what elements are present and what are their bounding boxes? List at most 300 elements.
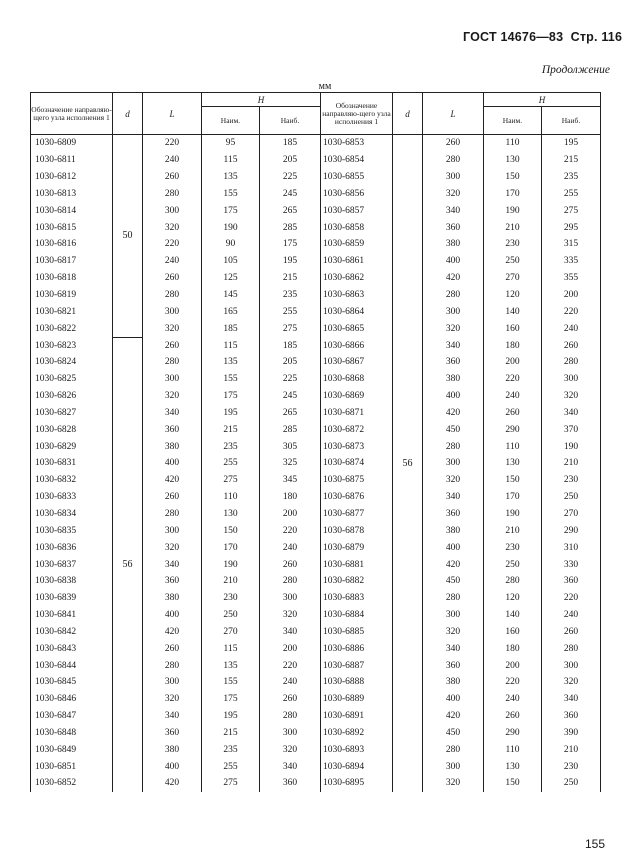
l-cell: 320 (143, 320, 202, 337)
h-min-cell: 120 (484, 287, 542, 304)
h-max-cell: 265 (260, 202, 321, 219)
l-cell: 220 (143, 135, 202, 152)
h-max-cell: 315 (542, 236, 601, 253)
h-min-cell: 90 (202, 236, 260, 253)
h-max-cell: 255 (260, 303, 321, 320)
h-min-cell: 115 (202, 337, 260, 354)
h-max-cell: 320 (260, 607, 321, 624)
l-cell: 280 (423, 152, 484, 169)
h-max-cell: 340 (542, 405, 601, 422)
designation-cell: 1030-6875 (321, 472, 393, 489)
h-min-cell: 235 (202, 438, 260, 455)
designation-cell: 1030-6874 (321, 455, 393, 472)
l-cell: 320 (143, 539, 202, 556)
col-h-header: H (202, 93, 321, 107)
h-min-cell: 110 (484, 135, 542, 152)
l-cell: 280 (143, 506, 202, 523)
l-cell: 280 (143, 287, 202, 304)
h-min-cell: 130 (484, 758, 542, 775)
h-min-cell: 175 (202, 388, 260, 405)
h-max-cell: 220 (542, 303, 601, 320)
designation-cell: 1030-6885 (321, 623, 393, 640)
l-cell: 320 (423, 186, 484, 203)
h-max-cell: 300 (260, 590, 321, 607)
designation-cell: 1030-6861 (321, 253, 393, 270)
h-max-cell: 250 (542, 489, 601, 506)
table-row (31, 337, 601, 354)
h-max-cell: 290 (542, 522, 601, 539)
h-max-cell: 330 (542, 556, 601, 573)
h-min-cell: 150 (484, 775, 542, 792)
table-row (31, 135, 601, 152)
designation-cell: 1030-6818 (31, 270, 113, 287)
designation-cell: 1030-6827 (31, 405, 113, 422)
l-cell: 360 (423, 657, 484, 674)
designation-cell: 1030-6852 (31, 775, 113, 792)
l-cell: 340 (423, 337, 484, 354)
designation-cell: 1030-6824 (31, 354, 113, 371)
h-min-cell: 110 (202, 489, 260, 506)
h-min-cell: 110 (484, 741, 542, 758)
designation-cell: 1030-6851 (31, 758, 113, 775)
l-cell: 400 (423, 253, 484, 270)
h-max-cell: 220 (260, 657, 321, 674)
h-max-cell: 300 (542, 371, 601, 388)
h-max-cell: 275 (260, 320, 321, 337)
col-designation-header-2: Обозначение направляю-щего узла исполнения 1 (321, 93, 393, 135)
l-cell: 420 (143, 775, 202, 792)
h-min-cell: 210 (484, 522, 542, 539)
h-max-cell: 200 (260, 506, 321, 523)
h-max-cell: 220 (260, 522, 321, 539)
designation-cell: 1030-6892 (321, 725, 393, 742)
h-min-cell: 290 (484, 725, 542, 742)
designation-cell: 1030-6847 (31, 708, 113, 725)
h-max-cell: 210 (542, 455, 601, 472)
h-max-cell: 320 (542, 388, 601, 405)
l-cell: 360 (143, 725, 202, 742)
designation-cell: 1030-6891 (321, 708, 393, 725)
l-cell: 420 (423, 708, 484, 725)
h-min-cell: 235 (202, 741, 260, 758)
h-min-cell: 130 (484, 152, 542, 169)
designation-cell: 1030-6826 (31, 388, 113, 405)
l-cell: 340 (423, 202, 484, 219)
col-l-header: L (143, 93, 202, 135)
h-min-cell: 130 (484, 455, 542, 472)
h-min-cell: 255 (202, 758, 260, 775)
h-min-cell: 115 (202, 152, 260, 169)
l-cell: 420 (143, 472, 202, 489)
h-max-cell: 340 (260, 758, 321, 775)
h-max-cell: 360 (260, 775, 321, 792)
h-max-cell: 280 (260, 573, 321, 590)
l-cell: 380 (423, 522, 484, 539)
designation-cell: 1030-6877 (321, 506, 393, 523)
designation-cell: 1030-6893 (321, 741, 393, 758)
h-min-cell: 140 (484, 607, 542, 624)
h-min-cell: 130 (202, 506, 260, 523)
l-cell: 340 (423, 640, 484, 657)
h-min-cell: 280 (484, 573, 542, 590)
h-max-cell: 195 (260, 253, 321, 270)
l-cell: 300 (423, 455, 484, 472)
h-min-cell: 255 (202, 455, 260, 472)
h-min-cell: 250 (484, 253, 542, 270)
h-max-cell: 205 (260, 152, 321, 169)
designation-cell: 1030-6821 (31, 303, 113, 320)
designation-cell: 1030-6866 (321, 337, 393, 354)
designation-cell: 1030-6884 (321, 607, 393, 624)
h-min-cell: 140 (484, 303, 542, 320)
h-min-cell: 115 (202, 640, 260, 657)
h-max-cell: 185 (260, 337, 321, 354)
h-max-cell: 370 (542, 421, 601, 438)
h-min-cell: 210 (202, 573, 260, 590)
h-min-cell: 135 (202, 169, 260, 186)
designation-cell: 1030-6811 (31, 152, 113, 169)
h-max-cell: 345 (260, 472, 321, 489)
h-max-cell: 190 (542, 438, 601, 455)
designation-cell: 1030-6895 (321, 775, 393, 792)
designation-cell: 1030-6857 (321, 202, 393, 219)
h-min-cell: 190 (202, 556, 260, 573)
l-cell: 240 (143, 152, 202, 169)
l-cell: 450 (423, 725, 484, 742)
designation-cell: 1030-6809 (31, 135, 113, 152)
designation-cell: 1030-6813 (31, 186, 113, 203)
designation-cell: 1030-6883 (321, 590, 393, 607)
col-hmax-header-2: Наиб. (542, 107, 601, 135)
designation-cell: 1030-6879 (321, 539, 393, 556)
h-min-cell: 170 (202, 539, 260, 556)
h-max-cell: 300 (260, 725, 321, 742)
h-max-cell: 320 (542, 674, 601, 691)
designation-cell: 1030-6843 (31, 640, 113, 657)
designation-cell: 1030-6829 (31, 438, 113, 455)
designation-cell: 1030-6853 (321, 135, 393, 152)
designation-cell: 1030-6871 (321, 405, 393, 422)
dimensions-table (30, 92, 601, 792)
l-cell: 360 (423, 506, 484, 523)
l-cell: 420 (423, 405, 484, 422)
h-min-cell: 270 (484, 270, 542, 287)
h-max-cell: 265 (260, 405, 321, 422)
standard-number: ГОСТ 14676—83 (463, 30, 564, 44)
h-min-cell: 215 (202, 421, 260, 438)
l-cell: 240 (143, 253, 202, 270)
designation-cell: 1030-6862 (321, 270, 393, 287)
col-d-header-2: d (393, 93, 423, 135)
h-min-cell: 160 (484, 320, 542, 337)
l-cell: 380 (423, 371, 484, 388)
h-min-cell: 250 (484, 556, 542, 573)
designation-cell: 1030-6839 (31, 590, 113, 607)
h-max-cell: 270 (542, 506, 601, 523)
l-cell: 400 (143, 455, 202, 472)
l-cell: 380 (423, 674, 484, 691)
h-max-cell: 240 (542, 320, 601, 337)
h-max-cell: 210 (542, 741, 601, 758)
designation-cell: 1030-6841 (31, 607, 113, 624)
l-cell: 420 (423, 556, 484, 573)
h-max-cell: 225 (260, 371, 321, 388)
h-min-cell: 200 (484, 657, 542, 674)
designation-cell: 1030-6815 (31, 219, 113, 236)
designation-cell: 1030-6845 (31, 674, 113, 691)
l-cell: 320 (423, 320, 484, 337)
h-min-cell: 290 (484, 421, 542, 438)
h-min-cell: 160 (484, 623, 542, 640)
designation-cell: 1030-6867 (321, 354, 393, 371)
designation-cell: 1030-6856 (321, 186, 393, 203)
h-min-cell: 150 (202, 522, 260, 539)
h-max-cell: 245 (260, 186, 321, 203)
h-max-cell: 245 (260, 388, 321, 405)
col-hmin-header-2: Наим. (484, 107, 542, 135)
designation-cell: 1030-6814 (31, 202, 113, 219)
h-max-cell: 175 (260, 236, 321, 253)
designation-cell: 1030-6889 (321, 691, 393, 708)
designation-cell: 1030-6822 (31, 320, 113, 337)
h-max-cell: 235 (260, 287, 321, 304)
h-min-cell: 175 (202, 691, 260, 708)
designation-cell: 1030-6882 (321, 573, 393, 590)
l-cell: 260 (143, 640, 202, 657)
l-cell: 300 (143, 674, 202, 691)
h-min-cell: 190 (202, 219, 260, 236)
d-value-cell: 56 (393, 135, 423, 792)
table-body (31, 135, 601, 792)
l-cell: 280 (143, 186, 202, 203)
l-cell: 280 (423, 741, 484, 758)
h-max-cell: 360 (542, 708, 601, 725)
l-cell: 260 (143, 270, 202, 287)
designation-cell: 1030-6812 (31, 169, 113, 186)
designation-cell: 1030-6894 (321, 758, 393, 775)
designation-cell: 1030-6836 (31, 539, 113, 556)
h-min-cell: 150 (484, 169, 542, 186)
h-max-cell: 260 (542, 623, 601, 640)
designation-cell: 1030-6831 (31, 455, 113, 472)
h-min-cell: 240 (484, 691, 542, 708)
h-max-cell: 180 (260, 489, 321, 506)
page-number: 155 (585, 837, 606, 851)
h-min-cell: 230 (484, 236, 542, 253)
h-max-cell: 260 (542, 337, 601, 354)
designation-cell: 1030-6849 (31, 741, 113, 758)
l-cell: 320 (143, 388, 202, 405)
h-min-cell: 275 (202, 775, 260, 792)
h-min-cell: 195 (202, 405, 260, 422)
h-min-cell: 125 (202, 270, 260, 287)
l-cell: 450 (423, 573, 484, 590)
h-max-cell: 195 (542, 135, 601, 152)
h-min-cell: 230 (484, 539, 542, 556)
h-max-cell: 275 (542, 202, 601, 219)
h-max-cell: 280 (542, 640, 601, 657)
page-header (463, 30, 622, 44)
h-max-cell: 310 (542, 539, 601, 556)
l-cell: 320 (143, 691, 202, 708)
designation-cell: 1030-6855 (321, 169, 393, 186)
col-l-header-2: L (423, 93, 484, 135)
h-max-cell: 230 (542, 758, 601, 775)
h-min-cell: 240 (484, 388, 542, 405)
l-cell: 280 (423, 438, 484, 455)
h-max-cell: 185 (260, 135, 321, 152)
h-min-cell: 190 (484, 506, 542, 523)
page-label: Стр. 116 (570, 30, 623, 44)
h-min-cell: 95 (202, 135, 260, 152)
h-max-cell: 260 (260, 556, 321, 573)
col-hmin-header: Наим. (202, 107, 260, 135)
h-min-cell: 275 (202, 472, 260, 489)
continuation-label: Продолжение (541, 64, 610, 76)
d-value-cell: 56 (113, 337, 143, 792)
l-cell: 400 (423, 539, 484, 556)
l-cell: 300 (423, 607, 484, 624)
designation-cell: 1030-6833 (31, 489, 113, 506)
h-min-cell: 220 (484, 371, 542, 388)
h-min-cell: 185 (202, 320, 260, 337)
l-cell: 340 (423, 489, 484, 506)
h-max-cell: 305 (260, 438, 321, 455)
l-cell: 340 (143, 405, 202, 422)
h-min-cell: 155 (202, 186, 260, 203)
h-min-cell: 135 (202, 354, 260, 371)
l-cell: 280 (423, 287, 484, 304)
designation-cell: 1030-6835 (31, 522, 113, 539)
l-cell: 400 (423, 388, 484, 405)
l-cell: 360 (143, 421, 202, 438)
designation-cell: 1030-6878 (321, 522, 393, 539)
h-min-cell: 175 (202, 202, 260, 219)
designation-cell: 1030-6823 (31, 337, 113, 354)
h-min-cell: 170 (484, 186, 542, 203)
l-cell: 260 (143, 489, 202, 506)
l-cell: 300 (143, 303, 202, 320)
designation-cell: 1030-6828 (31, 421, 113, 438)
h-min-cell: 180 (484, 337, 542, 354)
col-h-header-2: H (484, 93, 601, 107)
l-cell: 340 (143, 708, 202, 725)
l-cell: 280 (143, 657, 202, 674)
l-cell: 380 (143, 590, 202, 607)
h-min-cell: 155 (202, 674, 260, 691)
h-min-cell: 145 (202, 287, 260, 304)
l-cell: 300 (143, 522, 202, 539)
h-min-cell: 150 (484, 472, 542, 489)
l-cell: 450 (423, 421, 484, 438)
h-max-cell: 280 (542, 354, 601, 371)
designation-cell: 1030-6886 (321, 640, 393, 657)
h-min-cell: 195 (202, 708, 260, 725)
designation-cell: 1030-6837 (31, 556, 113, 573)
h-min-cell: 105 (202, 253, 260, 270)
l-cell: 380 (143, 438, 202, 455)
designation-cell: 1030-6865 (321, 320, 393, 337)
h-max-cell: 230 (542, 472, 601, 489)
l-cell: 360 (143, 573, 202, 590)
h-max-cell: 225 (260, 169, 321, 186)
l-cell: 400 (143, 607, 202, 624)
l-cell: 300 (423, 169, 484, 186)
h-min-cell: 250 (202, 607, 260, 624)
designation-cell: 1030-6834 (31, 506, 113, 523)
h-max-cell: 285 (260, 219, 321, 236)
designation-cell: 1030-6819 (31, 287, 113, 304)
l-cell: 400 (423, 691, 484, 708)
col-hmax-header: Наиб. (260, 107, 321, 135)
designation-cell: 1030-6881 (321, 556, 393, 573)
designation-cell: 1030-6816 (31, 236, 113, 253)
l-cell: 260 (423, 135, 484, 152)
h-max-cell: 340 (260, 623, 321, 640)
h-max-cell: 240 (260, 539, 321, 556)
h-min-cell: 260 (484, 708, 542, 725)
l-cell: 300 (143, 202, 202, 219)
l-cell: 320 (143, 219, 202, 236)
h-max-cell: 215 (542, 152, 601, 169)
h-max-cell: 255 (542, 186, 601, 203)
h-max-cell: 285 (260, 421, 321, 438)
l-cell: 320 (423, 775, 484, 792)
l-cell: 260 (143, 337, 202, 354)
h-max-cell: 235 (542, 169, 601, 186)
h-max-cell: 360 (542, 573, 601, 590)
designation-cell: 1030-6846 (31, 691, 113, 708)
h-min-cell: 270 (202, 623, 260, 640)
h-max-cell: 250 (542, 775, 601, 792)
h-max-cell: 335 (542, 253, 601, 270)
h-min-cell: 200 (484, 354, 542, 371)
h-max-cell: 320 (260, 741, 321, 758)
l-cell: 400 (143, 758, 202, 775)
designation-cell: 1030-6854 (321, 152, 393, 169)
designation-cell: 1030-6872 (321, 421, 393, 438)
h-max-cell: 280 (260, 708, 321, 725)
l-cell: 360 (423, 219, 484, 236)
designation-cell: 1030-6844 (31, 657, 113, 674)
designation-cell: 1030-6817 (31, 253, 113, 270)
h-min-cell: 220 (484, 674, 542, 691)
l-cell: 280 (143, 354, 202, 371)
col-designation-header: Обозначение направляю-щего узла исполнения 1 (31, 93, 113, 135)
h-max-cell: 200 (260, 640, 321, 657)
l-cell: 380 (423, 236, 484, 253)
h-min-cell: 155 (202, 371, 260, 388)
designation-cell: 1030-6838 (31, 573, 113, 590)
designation-cell: 1030-6888 (321, 674, 393, 691)
l-cell: 380 (143, 741, 202, 758)
designation-cell: 1030-6864 (321, 303, 393, 320)
designation-cell: 1030-6876 (321, 489, 393, 506)
h-max-cell: 215 (260, 270, 321, 287)
col-d-header: d (113, 93, 143, 135)
l-cell: 420 (423, 270, 484, 287)
designation-cell: 1030-6863 (321, 287, 393, 304)
h-min-cell: 135 (202, 657, 260, 674)
h-min-cell: 215 (202, 725, 260, 742)
l-cell: 340 (143, 556, 202, 573)
designation-cell: 1030-6887 (321, 657, 393, 674)
l-cell: 420 (143, 623, 202, 640)
h-max-cell: 325 (260, 455, 321, 472)
designation-cell: 1030-6873 (321, 438, 393, 455)
h-max-cell: 355 (542, 270, 601, 287)
h-min-cell: 260 (484, 405, 542, 422)
